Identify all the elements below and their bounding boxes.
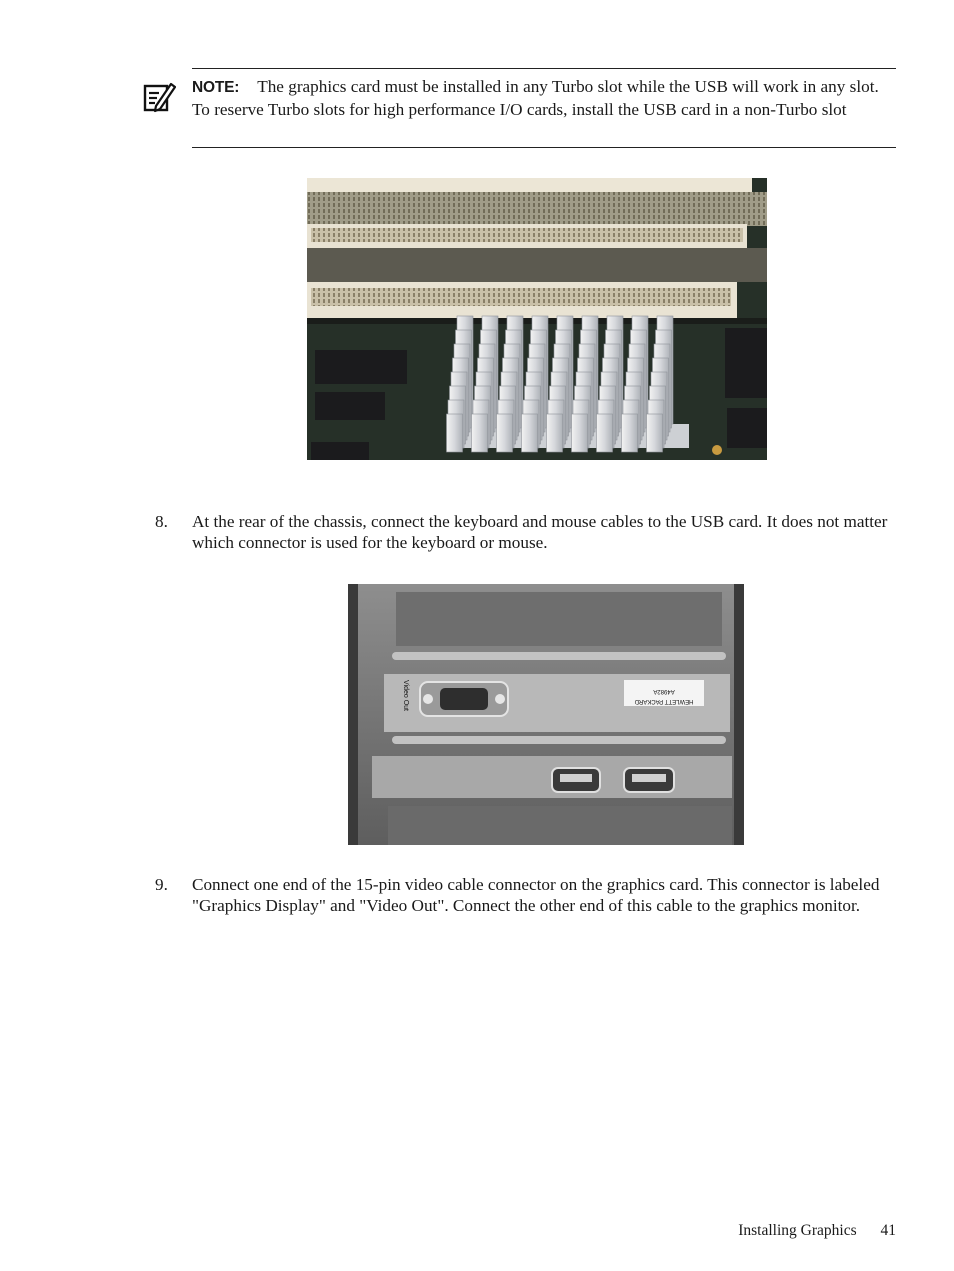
step-number: 8. xyxy=(155,512,168,531)
page-footer xyxy=(738,1222,896,1240)
note-body: The graphics card must be installed in any Turbo slot while the USB will work in any slot. To reserve Turbo slots for high performance I/O cards, install the USB card in a non-Turbo slot xyxy=(192,77,879,119)
card-brand-label: HEWLETT PACKARD xyxy=(634,698,694,704)
note-bottom-rule xyxy=(192,147,896,148)
step-text: Connect one end of the 15-pin video cable connector on the graphics card. This connector is labeled "Graphics Display" and "Video Out". Connect the other end of this cable to the graphics monitor. xyxy=(192,875,880,915)
page-number: 41 xyxy=(880,1222,896,1239)
note-label: NOTE: xyxy=(192,79,240,96)
chassis-rear-cards-photo xyxy=(348,584,744,845)
note-paragraph xyxy=(192,76,900,121)
footer-section-title: Installing Graphics xyxy=(738,1222,857,1239)
step-text: At the rear of the chassis, connect the keyboard and mouse cables to the USB card. It does not matter which connector is used for the keyboard or mouse. xyxy=(192,512,888,552)
note-pencil-icon xyxy=(142,80,176,114)
pci-slots-heatsink-photo xyxy=(307,178,767,460)
card-model-label: A4982A xyxy=(653,688,675,694)
step-number: 9. xyxy=(155,875,168,894)
card-video-out-label: Video Out xyxy=(402,680,409,712)
note-top-rule xyxy=(192,68,896,69)
